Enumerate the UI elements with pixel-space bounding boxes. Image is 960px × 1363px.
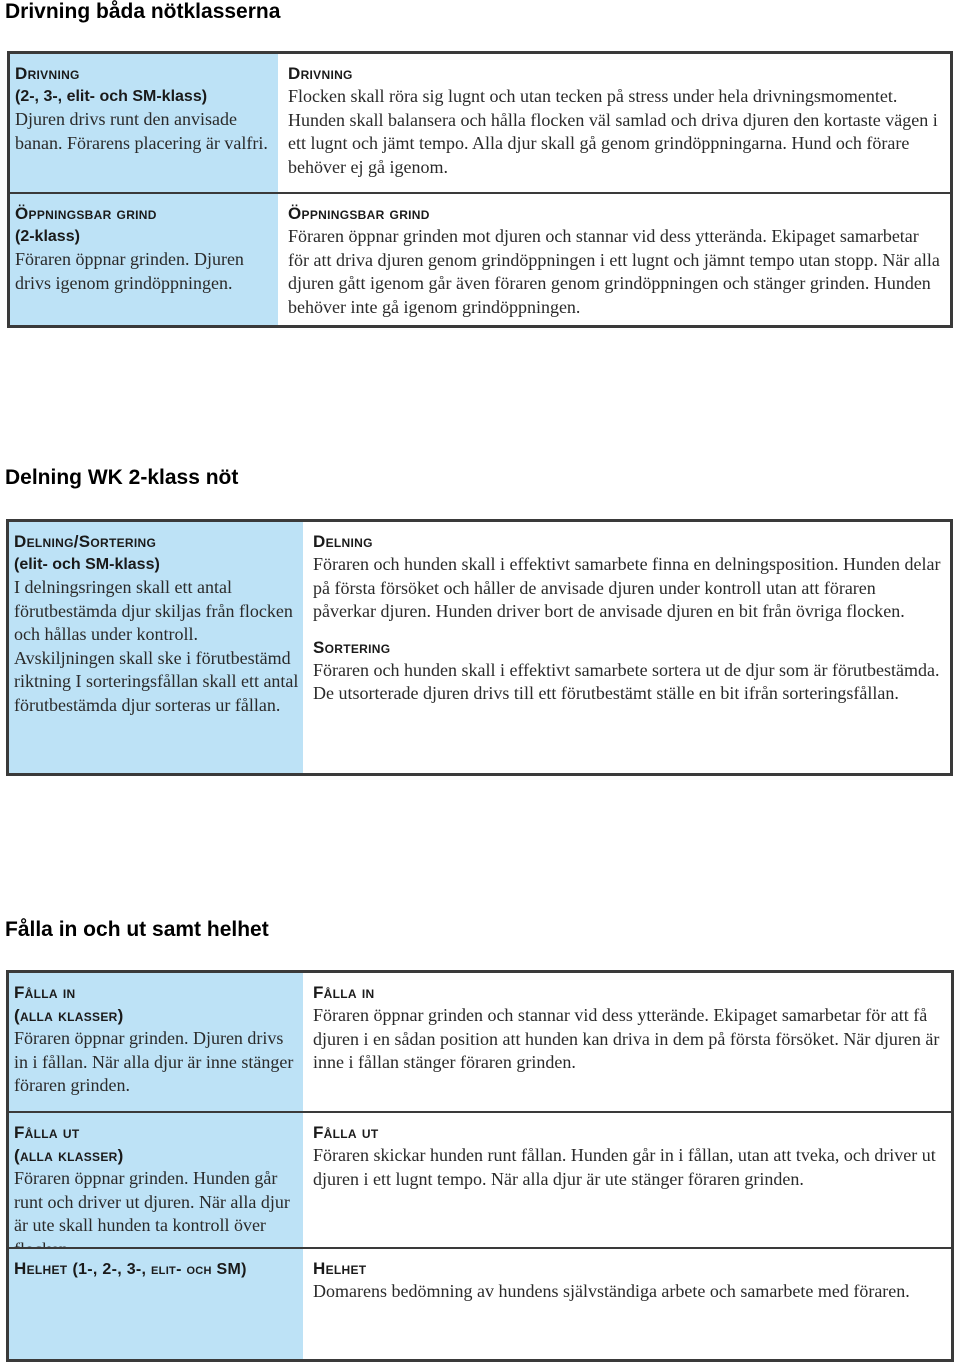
left-text: Djuren drivs runt den anvisade banan. Förarens placering är valfri. <box>15 109 268 153</box>
left-text: Föraren öppnar grinden. Hunden går runt och driver ut djuren. När alla djur är ute skall hunden ta kontroll över <box>14 1168 290 1235</box>
table-row <box>9 973 951 1111</box>
right-title: Drivning <box>288 64 353 83</box>
right-title-sortering: Sortering <box>313 637 391 657</box>
delning-table <box>6 519 953 776</box>
right-cell <box>303 973 951 1111</box>
right-text: Domarens bedömning av hundens självständiga arbete och samarbete med föraren. <box>313 1281 910 1301</box>
section-heading-falla: Fålla in och ut samt helhet <box>5 918 269 941</box>
right-cell <box>303 1113 951 1249</box>
left-cell <box>10 54 278 192</box>
right-title: Fålla in <box>313 983 375 1002</box>
left-cell <box>9 973 303 1111</box>
right-title: Fålla ut <box>313 1123 379 1142</box>
right-cell <box>278 194 950 325</box>
right-cell <box>278 54 950 192</box>
helhet-title: Helhet <box>14 1259 68 1278</box>
class-note: (alla klasser) <box>14 1006 124 1025</box>
right-text: Föraren öppnar grinden mot djuren och stannar vid dess ytterända. Ekipaget samarbetar för att driva djuren genom grindöppningen i ett lugnt och jämnt tempo utan stopp. När alla djuren gått igenom går även föraren genom grindöppningen och stänger grinden. Hunden behöver inte gå igenom grindöppningen. <box>288 226 940 317</box>
left-cell <box>9 1249 303 1359</box>
left-cell <box>9 522 303 773</box>
right-title: Öppningsbar grind <box>288 204 430 223</box>
right-text: Föraren skickar hunden runt fållan. Hunden går in i fållan, utan att tveka, och driver ut djuren i ett lugnt tempo. När alla djur är ute stänger föraren grinden. <box>313 1145 936 1189</box>
right-title: Helhet <box>313 1259 367 1278</box>
drivning-table <box>7 51 953 328</box>
table-row <box>10 192 950 325</box>
table-row <box>10 54 950 192</box>
class-note: (1-, 2-, 3-, elit- och SM) <box>72 1261 247 1278</box>
table-row <box>9 1247 951 1359</box>
left-title: Fålla in <box>14 983 76 1002</box>
left-cell <box>10 194 278 325</box>
left-text: Föraren öppnar grinden. Djuren drivs igenom grindöppningen. <box>15 249 244 293</box>
left-text: I delningsringen skall ett antal förutbestämda djur skiljas från flocken och hållas under kontroll. Avskiljningen skall ske i förutbestämd riktning I sorteringsfållan skall ett antal förutbestämda djur sorteras ur fållan. <box>14 577 299 715</box>
left-title: Fålla ut <box>14 1123 80 1142</box>
table-row <box>9 522 950 773</box>
right-text-sortering: Föraren och hunden skall i effektivt samarbete sortera ut de djur som är förutbestämda. De utsorterade djuren drivs till ett förutbestämt ställe en bit ifrån sorteringsfållan. <box>313 659 940 703</box>
class-note: (2-klass) <box>15 228 80 245</box>
right-text: Flocken skall röra sig lugnt och utan tecken på stress under hela drivningsmomentet. Hunden skall balansera och hålla flocken väl samlad och driva djuren den kortaste vägen i ett lugnt och jämt tempo. Alla djur skall gå genom grindöppningarna. Hund och förare behöver ej gå igenom. <box>288 86 938 177</box>
right-cell <box>303 522 950 773</box>
right-text: Föraren och hunden skall i effektivt samarbete finna en delningsposition. Hunden delar på första försöket och håller de anvisade djuren under kontroll utan att föraren påverkar djuren. Hunden driver bort de anvisade djuren en bit från övriga flocken. <box>313 554 941 621</box>
right-title: Delning <box>313 532 373 551</box>
right-text: Föraren öppnar grinden och stannar vid dess ytterände. Ekipaget samarbetar för att få djuren i en sådan position att hunden kan driva in dem på första försöket. När djuren är inne i fållan stänger föraren grinden. <box>313 1005 940 1072</box>
section-heading-drivning: Drivning båda nötklasserna <box>5 0 281 23</box>
class-note: (2-, 3-, elit- och SM-klass) <box>15 88 208 105</box>
table-row <box>9 1111 951 1249</box>
left-cell <box>9 1113 303 1249</box>
right-cell <box>303 1249 951 1359</box>
left-title: Delning/Sortering <box>14 532 157 551</box>
class-note: (elit- och SM-klass) <box>14 556 160 573</box>
left-title: Drivning <box>15 64 80 83</box>
left-title <box>14 1257 299 1281</box>
section-heading-delning: Delning WK 2-klass nöt <box>5 466 239 489</box>
left-title: Öppningsbar grind <box>15 204 157 223</box>
falla-table <box>6 970 954 1362</box>
class-note: (alla klasser) <box>14 1146 124 1165</box>
left-text: Föraren öppnar grinden. Djuren drivs in i fållan. När alla djur är inne stänger föraren grinden. <box>14 1028 294 1095</box>
